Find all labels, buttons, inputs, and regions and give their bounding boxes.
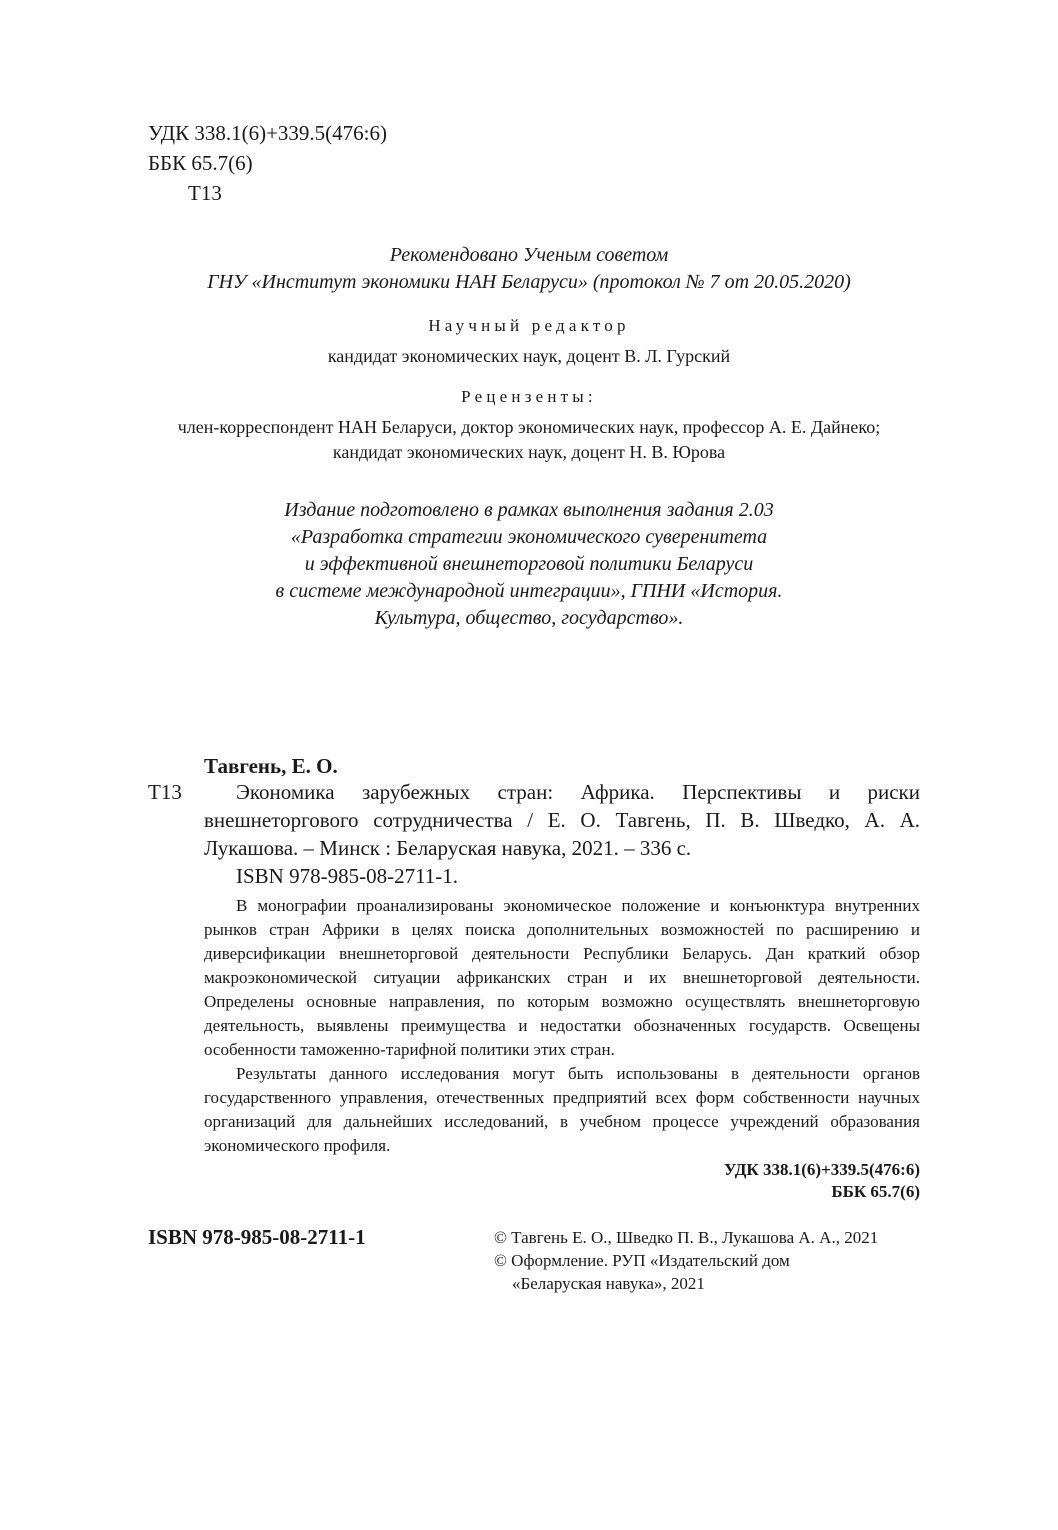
editor-name: кандидат экономических наук, доцент В. Л. Гурский (327, 346, 731, 366)
bib-code: Т13 (148, 780, 182, 804)
bib-entry: Экономика зарубежных стран: Африка. Перспективы и риски внешнеторгового сотрудничества / Е. О. Тавгень, П. В. Шведко, А. А. Лукашова. – Минск : Беларуская навука, 2021. – 336 с. (204, 780, 920, 860)
bib-entry-block (204, 778, 920, 890)
author-mark: Т13 (188, 181, 222, 205)
project-line: Издание подготовлено в рамках выполнения задания 2.03 (284, 499, 774, 521)
abstract-paragraph: В монографии проанализированы экономическое положение и конъюнктура внутренних рынков стран Африки в целях поиска дополнительных возможностей по расширению и диверсификации внешнеторговой деятельности Республики Беларусь. Дан краткий обзор макроэкономической ситуации африканских стран и их внешнеторговой деятельности. Определены основные направления, по которым возможно осуществлять внешнеторговую деятельность, выявлены преимущества и недостатки обозначенных государств. Освещены особенности таможенно-тарифной политики этих стран. (204, 896, 920, 1059)
recommendation-line: ГНУ «Институт экономики НАН Беларуси» (протокол № 7 от 20.05.2020) (207, 271, 851, 293)
abstract (204, 894, 920, 1158)
abstract-paragraph: Результаты данного исследования могут быть использованы в деятельности органов государственного управления, отечественных предприятий всех форм собственности научных организаций для дальнейших исследований, в учебном процессе учреждений образования экономического профиля. (204, 1064, 920, 1155)
reviewer-line: член-корреспондент НАН Беларуси, доктор экономических наук, профессор А. Е. Дайнеко; (177, 417, 881, 437)
udk-code: УДК 338.1(6)+339.5(476:6) (148, 121, 387, 145)
recommendation-line: Рекомендовано Ученым советом (389, 244, 669, 266)
bib-author: Тавгень, Е. О. (204, 754, 338, 778)
copyright-line: © Оформление. РУП «Издательский дом (494, 1251, 790, 1270)
project-line: Культура, общество, государство». (374, 607, 684, 629)
udk-code: УДК 338.1(6)+339.5(476:6) (723, 1160, 920, 1179)
project-note (0, 497, 1058, 632)
udk-header (148, 118, 387, 208)
project-line: и эффективной внешнеторговой политики Беларуси (304, 553, 754, 575)
bbk-code: ББК 65.7(6) (831, 1182, 920, 1201)
reviewers-heading: Рецензенты: (461, 387, 597, 406)
bbk-code: ББК 65.7(6) (148, 151, 253, 175)
project-line: «Разработка стратегии экономического суверенитета (290, 526, 768, 548)
copyright (494, 1226, 878, 1295)
copyright-line: © Тавгень Е. О., Шведко П. В., Лукашова А. А., 2021 (494, 1228, 879, 1247)
udk-footer (724, 1159, 920, 1203)
copyright-line: «Беларуская навука», 2021 (512, 1274, 705, 1293)
reviewer-line: кандидат экономических наук, доцент Н. В. Юрова (332, 442, 726, 462)
project-line: в системе международной интеграции», ГПНИ «История. (275, 580, 783, 602)
isbn: ISBN 978-985-08-2711-1 (148, 1225, 366, 1249)
bib-isbn: ISBN 978-985-08-2711-1. (236, 864, 459, 888)
reviewers-list (0, 415, 1058, 465)
editor-heading: Научный редактор (428, 316, 630, 335)
recommendation (0, 242, 1058, 296)
